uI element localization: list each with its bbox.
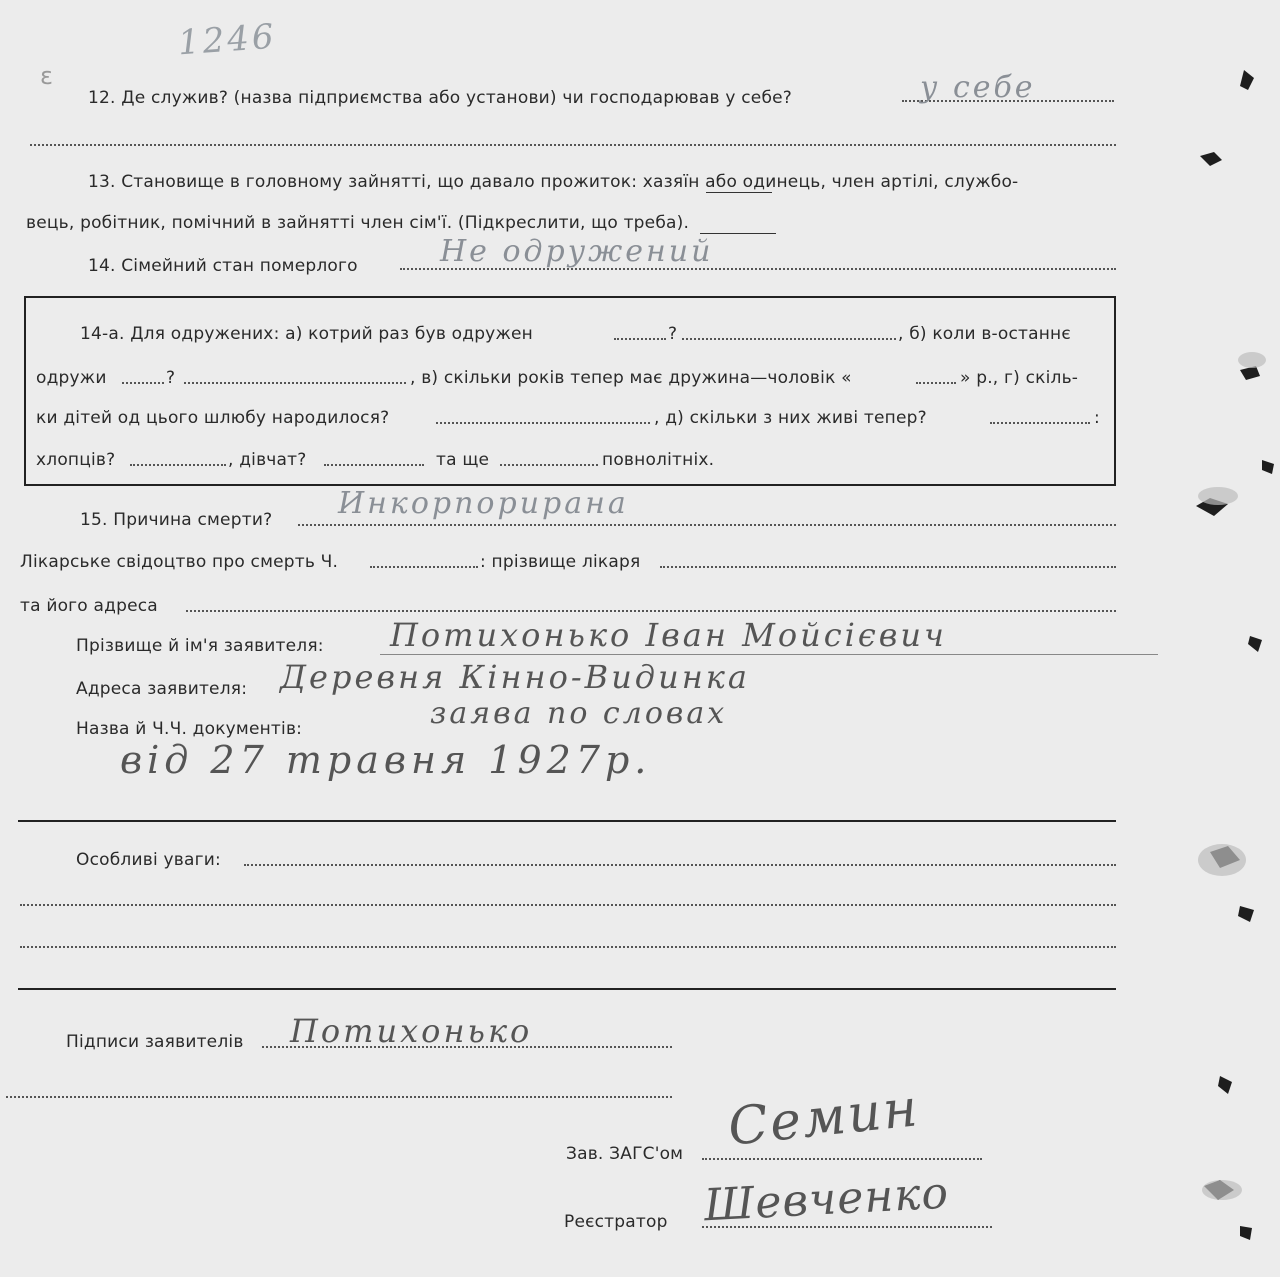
punch-hole xyxy=(1248,636,1262,652)
applicant-name-value: Потихонько Іван Мойсієвич xyxy=(390,616,947,654)
q14a-line4-b: , дівчат? xyxy=(228,450,307,470)
q14-answer: Не одружений xyxy=(440,234,714,269)
doctor-address-label: та його адреса xyxy=(20,596,158,616)
corner-tick-mark: ɛ xyxy=(40,62,53,90)
punch-hole xyxy=(1240,70,1254,90)
registrar-signature: Шевченко xyxy=(702,1167,951,1232)
q14a-line1-a: 14-а. Для одружених: а) котрий раз був одружен xyxy=(80,324,533,344)
doctor-name-label: : прізвище лікаря xyxy=(480,552,641,572)
applicant-name-label: Прізвище й ім'я заявителя: xyxy=(76,636,324,656)
applicant-address-label: Адреса заявителя: xyxy=(76,679,248,699)
medical-certificate-label: Лікарське свідоцтво про смерть Ч. xyxy=(20,552,339,572)
applicant-address-value: Деревня Кінно-Видинка xyxy=(280,658,750,696)
punch-hole xyxy=(1218,1076,1232,1094)
punch-hole xyxy=(1240,366,1260,380)
q15-label: 15. Причина смерти? xyxy=(80,510,273,530)
q14a-line3-c: : xyxy=(1094,408,1100,428)
applicant-signature: Потихонько xyxy=(290,1012,533,1050)
special-notes-label: Особливі уваги: xyxy=(76,850,221,870)
q13-text-line1: 13. Становище в головному зайнятті, що давало прожиток: хазяїн або одинець, член артілі, службо- xyxy=(88,172,1019,192)
punch-hole xyxy=(1262,460,1274,474)
punch-hole xyxy=(1238,906,1254,922)
registrar-label: Реєстратор xyxy=(564,1212,668,1232)
q14a-line2-a: одружи xyxy=(36,368,107,388)
zags-head-signature: Семин xyxy=(725,1078,923,1158)
q14a-line1-c: , б) коли в-останнє xyxy=(898,324,1071,344)
applicant-documents-date: від 27 травня 1927р. xyxy=(120,738,652,782)
q14a-line2-d: » р., г) скіль- xyxy=(960,368,1079,388)
q14a-line4-c: та ще xyxy=(436,450,490,470)
q12-label: 12. Де служив? (назва підприємства або установи) чи господарював у себе? xyxy=(88,88,793,108)
q15-answer: Инкорпорирана xyxy=(338,486,629,521)
q14a-line3-a: ки дітей од цього шлюбу народилося? xyxy=(36,408,390,428)
punch-hole xyxy=(1240,1226,1252,1240)
q14a-line4-a: хлопців? xyxy=(36,450,116,470)
zags-head-label: Зав. ЗАГС'ом xyxy=(566,1144,684,1164)
q13-text-line2: вець, робітник, помічний в зайнятті член сім'ї. (Підкреслити, що треба). xyxy=(26,213,690,233)
q14a-line4-d: повнолітніх. xyxy=(602,450,715,470)
q14a-line1-b: ? xyxy=(668,324,678,344)
applicant-signatures-label: Підписи заявителів xyxy=(66,1032,244,1052)
punch-hole xyxy=(1200,152,1222,166)
archive-number-mark: 1246 xyxy=(176,16,278,64)
q14a-line2-c: , в) скільки років тепер має дружина—чоловік « xyxy=(410,368,852,388)
q14a-line2-b: ? xyxy=(166,368,176,388)
q14a-line3-b: , д) скільки з них живі тепер? xyxy=(654,408,927,428)
q14-label: 14. Сімейний стан померлого xyxy=(88,256,358,276)
q12-answer: у себе xyxy=(920,70,1036,105)
applicant-documents-value: заява по словах xyxy=(430,696,728,731)
applicant-documents-label: Назва й Ч.Ч. документів: xyxy=(76,719,303,739)
